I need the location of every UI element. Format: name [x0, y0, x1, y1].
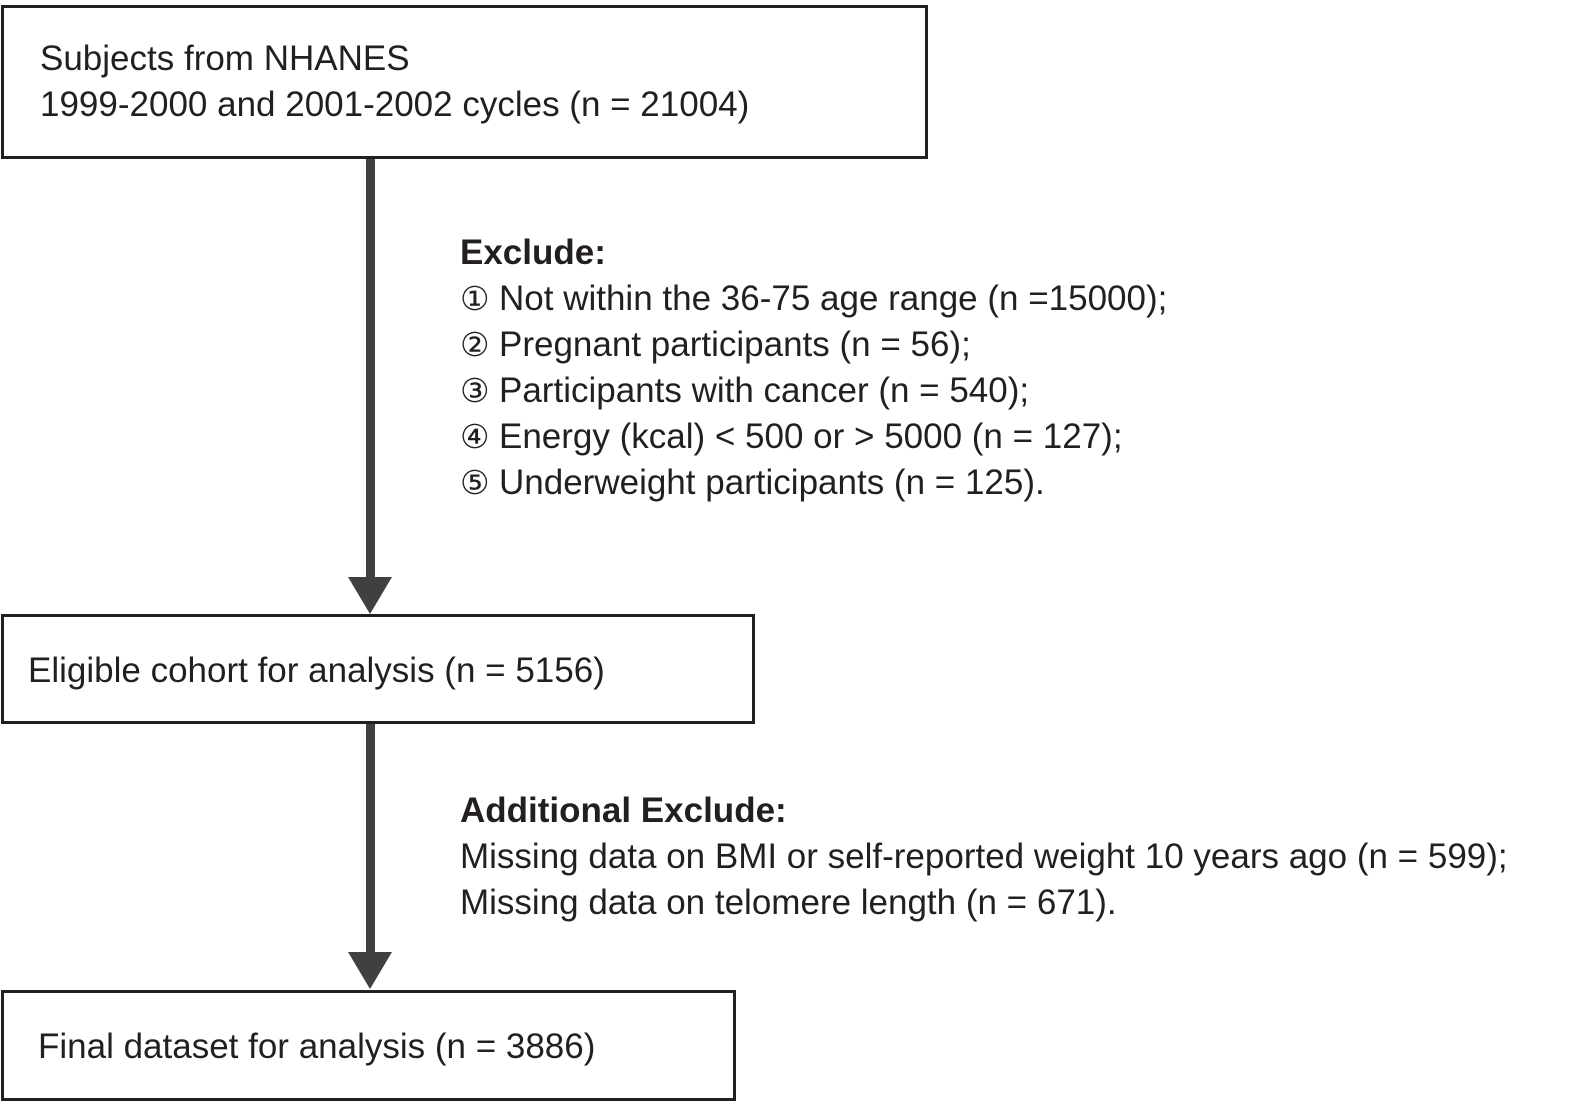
additional-exclude-item-2: Missing data on telomere length (n = 671). [460, 883, 1117, 922]
exclude-item-4-text: Energy (kcal) < 500 or > 5000 (n = 127); [499, 417, 1123, 456]
start-box-line-2: 1999-2000 and 2001-2002 cycles (n = 21004) [40, 85, 750, 124]
start-box-text [40, 36, 749, 128]
exclude-item-3 [460, 368, 1167, 414]
circled-two-icon: ② [460, 325, 490, 364]
additional-exclude-criteria [460, 788, 1508, 926]
eligible-cohort-box [1, 614, 755, 724]
exclude-item-1 [460, 276, 1167, 322]
exclude-criteria [460, 230, 1167, 506]
eligible-cohort-text: Eligible cohort for analysis (n = 5156) [28, 651, 605, 690]
additional-exclude-item-1: Missing data on BMI or self-reported weight 10 years ago (n = 599); [460, 837, 1508, 876]
final-dataset-text: Final dataset for analysis (n = 3886) [38, 1027, 596, 1066]
circled-five-icon: ⑤ [460, 463, 490, 502]
start-box-line-1: Subjects from NHANES [40, 39, 410, 78]
exclude-item-2-text: Pregnant participants (n = 56); [499, 325, 971, 364]
arrow-1-shaft [366, 159, 375, 579]
circled-four-icon: ④ [460, 417, 490, 456]
start-box [1, 5, 928, 159]
exclude-item-1-text: Not within the 36-75 age range (n =15000); [499, 279, 1168, 318]
exclude-item-5-text: Underweight participants (n = 125). [499, 463, 1045, 502]
arrow-2-head-icon [348, 952, 392, 989]
exclude-item-2 [460, 322, 1167, 368]
arrow-1-head-icon [348, 577, 392, 614]
exclude-title: Exclude: [460, 233, 606, 272]
circled-one-icon: ① [460, 279, 490, 318]
arrow-2-shaft [366, 724, 375, 954]
exclude-item-3-text: Participants with cancer (n = 540); [499, 371, 1030, 410]
additional-exclude-title: Additional Exclude: [460, 791, 787, 830]
exclude-item-4 [460, 414, 1167, 460]
circled-three-icon: ③ [460, 371, 490, 410]
final-dataset-box [1, 990, 736, 1101]
exclude-item-5 [460, 460, 1167, 506]
